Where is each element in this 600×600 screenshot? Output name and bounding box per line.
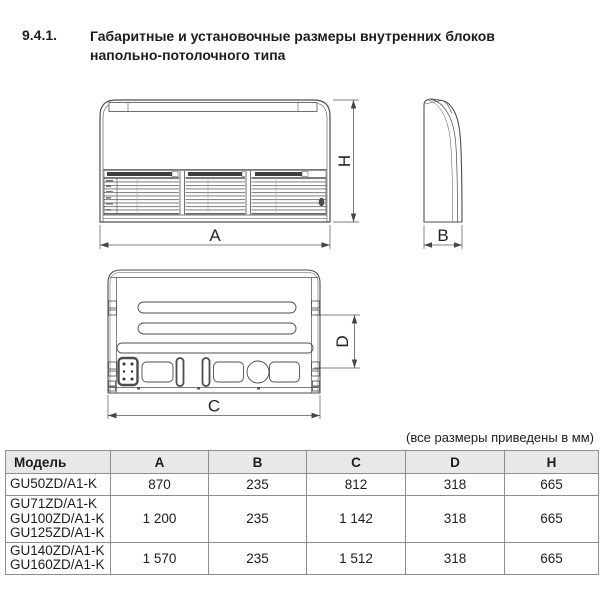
table-row [6, 474, 599, 496]
header-A: A [111, 451, 209, 474]
header-C: C [307, 451, 406, 474]
louver-bar [255, 172, 302, 176]
dim-cell-B: 235 [209, 542, 307, 574]
units-note: (все размеры приведены в мм) [406, 430, 594, 445]
dimensions-table [5, 450, 599, 575]
louver-bar [188, 172, 242, 176]
dim-cell-C: 1 512 [307, 542, 406, 574]
dim-cell-B: 235 [209, 496, 307, 543]
table-header-row [6, 451, 599, 474]
page-title-line1: Габаритные и установочные размеры внутренних блоков [90, 28, 495, 44]
dim-cell-H: 665 [505, 496, 599, 543]
dim-cell-A: 1 200 [111, 496, 209, 543]
dim-cell-D: 318 [406, 542, 505, 574]
model-cell: GU140ZD/A1-K GU160ZD/A1-K [6, 542, 111, 574]
side-view [424, 99, 462, 222]
dim-cell-C: 1 142 [307, 496, 406, 543]
dimension-B [424, 225, 462, 249]
louver-bar [107, 172, 172, 176]
dim-cell-D: 318 [406, 474, 505, 496]
label-A: A [209, 226, 221, 245]
page-title [90, 27, 550, 65]
dim-cell-A: 870 [111, 474, 209, 496]
page-title-line2: напольно-потолочного типа [90, 47, 286, 63]
drain-knob [319, 198, 325, 206]
dim-cell-H: 665 [505, 474, 599, 496]
dim-cell-D: 318 [406, 496, 505, 543]
dim-cell-C: 812 [307, 474, 406, 496]
air-outlet-grille [104, 178, 326, 214]
header-B: B [209, 451, 307, 474]
dimension-D [314, 315, 360, 368]
label-D: D [333, 335, 352, 348]
top-grille-strip [109, 103, 317, 112]
table-row [6, 542, 599, 574]
model-cell: GU50ZD/A1-K [6, 474, 111, 496]
bottom-view [108, 270, 320, 393]
dimension-C [108, 395, 320, 419]
label-C: C [207, 396, 221, 416]
header-D: D [406, 451, 505, 474]
header-model: Модель [6, 451, 111, 474]
model-cell: GU71ZD/A1-K GU100ZD/A1-K GU125ZD/A1-K [6, 496, 111, 543]
label-H: H [335, 154, 354, 168]
dimension-H [333, 100, 359, 222]
dim-cell-A: 1 570 [111, 542, 209, 574]
dimension-A [100, 225, 330, 249]
dimension-drawing [0, 85, 600, 431]
header-H: H [505, 451, 599, 474]
table-row [6, 496, 599, 543]
section-number: 9.4.1. [22, 27, 58, 43]
front-view [100, 100, 330, 222]
dim-cell-B: 235 [209, 474, 307, 496]
label-B: B [437, 226, 449, 245]
dim-cell-H: 665 [505, 542, 599, 574]
